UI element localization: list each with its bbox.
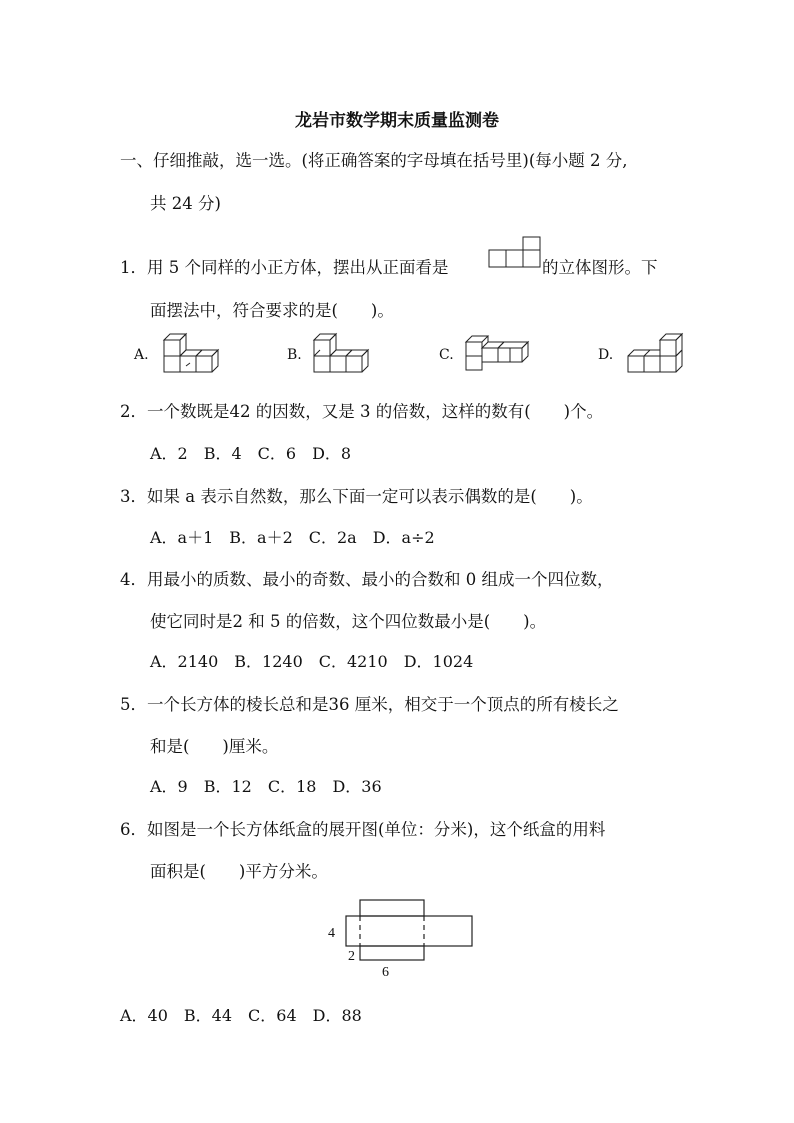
q1-stem-line2: 面摆法中，符合要求的是( )。 — [150, 301, 394, 320]
q6-stem-line2: 面积是( )平方分米。 — [150, 862, 328, 881]
q3-stem: 3．如果 a 表示自然数，那么下面一定可以表示偶数的是( )。 — [120, 487, 593, 506]
section-heading-line2: 共 24 分) — [150, 194, 221, 213]
q1-option-b-label[interactable]: B. — [287, 347, 302, 363]
q6-box-net-figure — [326, 894, 486, 980]
q6-options[interactable]: A．40 B．44 C．64 D．88 — [120, 1006, 362, 1025]
q2-stem: 2．一个数既是42 的因数，又是 3 的倍数，这样的数有( )个。 — [120, 402, 604, 421]
q1-option-c-figure[interactable] — [464, 334, 534, 378]
q4-stem-line2: 使它同时是2 和 5 的倍数，这个四位数最小是( )。 — [150, 612, 547, 631]
q1-option-d-figure[interactable] — [624, 330, 688, 380]
net-height-label: 4 — [328, 926, 335, 941]
q4-stem-line1: 4．用最小的质数、最小的奇数、最小的合数和 0 组成一个四位数， — [120, 570, 614, 589]
q3-options[interactable]: A．a＋1 B．a＋2 C．2a D．a÷2 — [150, 528, 435, 547]
front-view-squares — [489, 237, 540, 267]
page-title: 龙岩市数学期末质量监测卷 — [295, 111, 499, 131]
q1-stem-part1: 1．用 5 个同样的小正方体，摆出从正面看是 — [120, 258, 449, 277]
q4-options[interactable]: A．2140 B．1240 C．4210 D．1024 — [150, 652, 474, 671]
q2-options[interactable]: A．2 B．4 C．6 D．8 — [150, 444, 352, 463]
net-width-label: 2 — [348, 949, 355, 964]
net-length-label: 6 — [382, 965, 389, 980]
q1-front-view-figure — [486, 236, 546, 272]
q1-option-a-figure[interactable] — [162, 330, 222, 380]
q1-option-b-figure[interactable] — [312, 330, 372, 380]
q1-option-a-label[interactable]: A. — [134, 347, 149, 363]
q6-stem-line1: 6．如图是一个长方体纸盒的展开图(单位：分米)，这个纸盒的用料 — [120, 820, 606, 839]
q1-option-c-label[interactable]: C. — [439, 347, 454, 363]
q5-options[interactable]: A．9 B．12 C．18 D．36 — [150, 777, 382, 796]
section-heading-line1: 一、仔细推敲，选一选。(将正确答案的字母填在括号里)(每小题 2 分, — [120, 151, 628, 170]
q1-option-d-label[interactable]: D. — [598, 347, 614, 363]
q1-stem-part2: 的立体图形。下 — [542, 258, 658, 277]
q5-stem-line2: 和是( )厘米。 — [150, 737, 279, 756]
q5-stem-line1: 5．一个长方体的棱长总和是36 厘米，相交于一个顶点的所有棱长之 — [120, 695, 619, 714]
